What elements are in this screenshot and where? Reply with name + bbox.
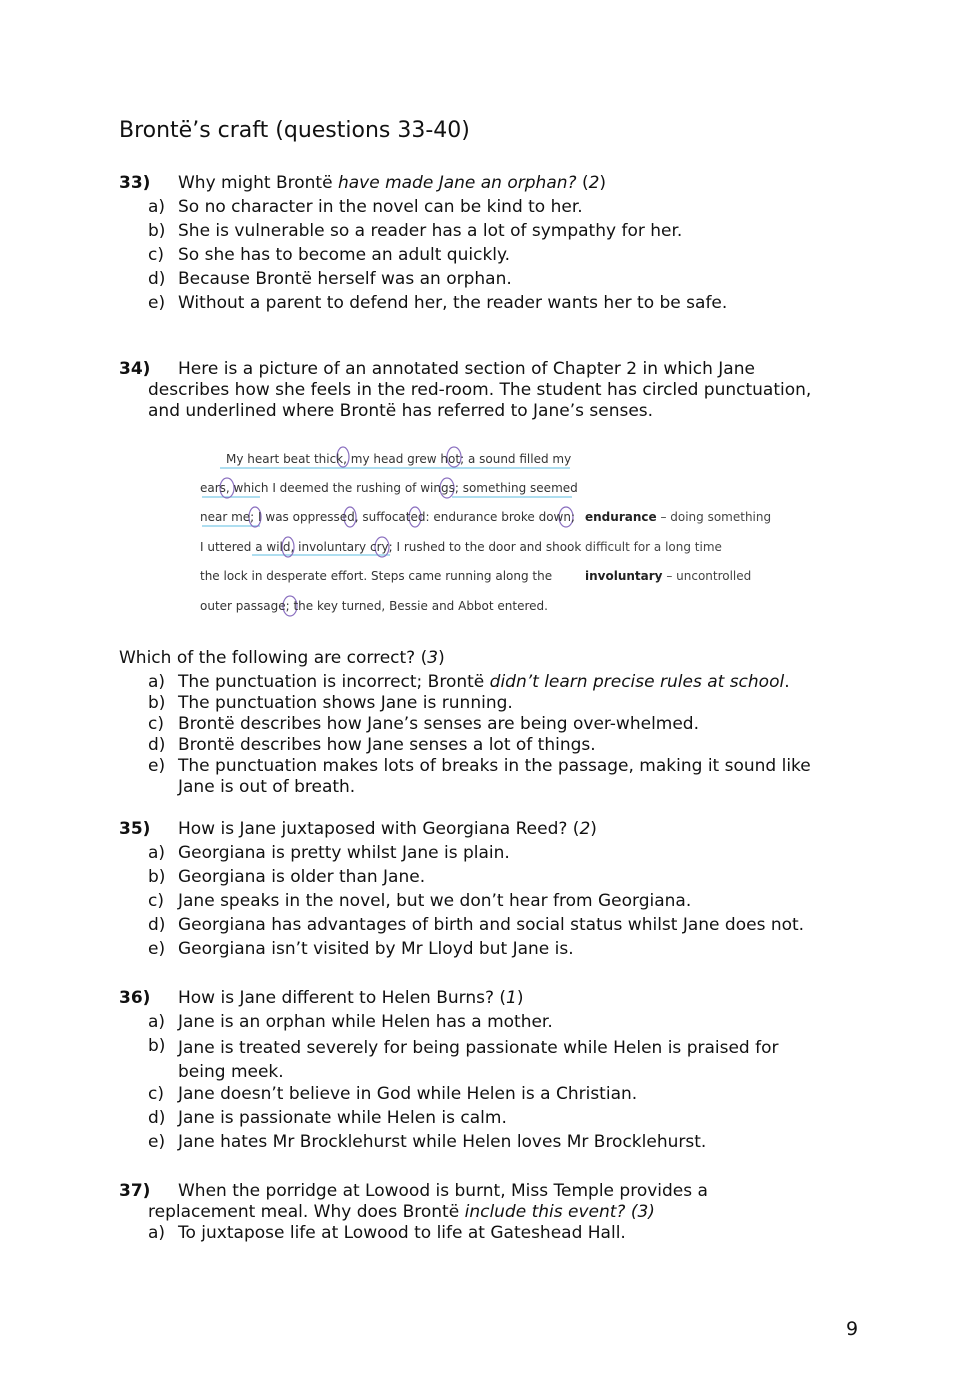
option-36c	[148, 1084, 858, 1105]
option-letter: e)	[148, 293, 166, 313]
option-text: Georgiana is pretty whilst Jane is plain.	[178, 843, 510, 863]
annotation-marks	[200, 440, 780, 620]
question-37-line2	[148, 1202, 868, 1223]
option-33a	[148, 197, 858, 218]
glossary-def: difficult for a long time	[585, 540, 722, 554]
extract-line: the lock in desperate effort. Steps came running along the	[200, 569, 553, 583]
option-34c	[148, 714, 858, 735]
option-text: Without a parent to defend her, the reader wants her to be safe.	[178, 293, 728, 313]
extract-line: near me; I was oppressed, suffocated: endurance broke down;	[200, 510, 576, 524]
option-37a	[148, 1223, 858, 1244]
option-34a	[148, 672, 858, 693]
prompt-close: )	[438, 648, 445, 668]
option-letter: a)	[148, 1012, 166, 1032]
option-text: Georgiana has advantages of birth and social status whilst Jane does not.	[178, 915, 805, 935]
option-text: To juxtapose life at Lowood to life at Gateshead Hall.	[178, 1223, 626, 1243]
option-36d	[148, 1108, 858, 1129]
option-letter: a)	[148, 1223, 166, 1243]
question-number: 35)	[119, 819, 151, 839]
question-text: Why might Brontë	[178, 173, 338, 193]
option-text: Georgiana isn’t visited by Mr Lloyd but Jane is.	[178, 939, 574, 959]
option-letter: b)	[148, 867, 166, 887]
option-letter: c)	[148, 1084, 164, 1104]
glossary-term: involuntary	[585, 569, 663, 583]
marks-close: )	[599, 173, 607, 193]
extract-line: ears, which I deemed the rushing of wings; something seemed	[200, 481, 578, 495]
option-text: Jane is an orphan while Helen has a mother.	[178, 1012, 553, 1032]
question-text: Here is a picture of an annotated section of Chapter 2 in which Jane	[178, 359, 755, 379]
option-text: Jane doesn’t believe in God while Helen is a Christian.	[178, 1084, 638, 1104]
section-title: Brontë’s craft (questions 33-40)	[119, 118, 470, 143]
question-34-prompt	[119, 648, 445, 669]
option-letter: a)	[148, 843, 166, 863]
marks-value: 1	[506, 988, 517, 1008]
option-35c	[148, 891, 858, 912]
option-letter: a)	[148, 197, 166, 217]
option-text: Jane is passionate while Helen is calm.	[178, 1108, 507, 1128]
option-text: Brontë describes how Jane’s senses are being over-whelmed.	[178, 714, 700, 734]
option-letter: b)	[148, 221, 166, 241]
marks-value: 2	[579, 819, 591, 839]
option-34d	[148, 735, 858, 756]
option-letter: a)	[148, 672, 166, 692]
glossary-endurance-cont	[585, 540, 722, 554]
option-text	[178, 1036, 858, 1084]
option-letter: e)	[148, 756, 166, 776]
option-letter: b)	[148, 693, 166, 713]
question-36	[119, 988, 524, 1009]
question-text: replacement meal. Why does Brontë	[148, 1202, 465, 1222]
option-text: Georgiana is older than Jane.	[178, 867, 426, 887]
question-text-italic: include this event? (3)	[464, 1202, 655, 1222]
option-text: So no character in the novel can be kind to her.	[178, 197, 583, 217]
option-text: Because Brontë herself was an orphan.	[178, 269, 512, 289]
question-text: When the porridge at Lowood is burnt, Miss Temple provides a	[178, 1181, 708, 1201]
option-text: The punctuation shows Jane is running.	[178, 693, 513, 713]
option-text-post: .	[784, 672, 790, 692]
option-text-italic: didn’t learn precise rules at school	[489, 672, 785, 692]
question-number: 33)	[119, 173, 151, 193]
option-letter: c)	[148, 245, 164, 265]
option-text	[178, 756, 858, 798]
option-text-line1: Jane is treated severely for being passionate while Helen is praised for	[178, 1038, 779, 1058]
option-letter: d)	[148, 269, 166, 289]
option-36b	[148, 1036, 858, 1084]
option-35b	[148, 867, 858, 888]
annotated-extract	[200, 440, 780, 620]
option-letter: e)	[148, 939, 166, 959]
extract-line: My heart beat thick, my head grew hot; a sound filled my	[226, 452, 572, 466]
option-35a	[148, 843, 858, 864]
question-number: 37)	[119, 1181, 151, 1201]
option-text-line1: The punctuation makes lots of breaks in the passage, making it sound like	[178, 756, 811, 776]
question-34-line2: describes how she feels in the red-room. The student has circled punctuation,	[148, 380, 812, 400]
prompt-text: Which of the following are correct? (	[119, 648, 428, 668]
question-text: How is Jane juxtaposed with Georgiana Reed? (	[178, 819, 580, 839]
option-text: Jane speaks in the novel, but we don’t hear from Georgiana.	[178, 891, 692, 911]
glossary-endurance	[585, 510, 771, 524]
option-letter: c)	[148, 714, 164, 734]
marks-close: )	[590, 819, 597, 839]
marks-open: (	[576, 173, 589, 193]
glossary-def: – uncontrolled	[662, 569, 752, 583]
page-number: 9	[846, 1318, 859, 1340]
option-text: So she has to become an adult quickly.	[178, 245, 511, 265]
marks-value: 2	[588, 173, 600, 193]
glossary-involuntary	[585, 569, 751, 583]
option-text-line2: being meek.	[178, 1062, 284, 1082]
glossary-term: endurance	[585, 510, 657, 524]
marks-value: 3	[427, 648, 439, 668]
extract-line: I uttered a wild, involuntary cry; I rushed to the door and shook	[200, 540, 582, 554]
option-text: She is vulnerable so a reader has a lot of sympathy for her.	[178, 221, 683, 241]
question-33	[119, 173, 606, 194]
glossary-def: – doing something	[656, 510, 772, 524]
option-text: Brontë describes how Jane senses a lot of things.	[178, 735, 596, 755]
question-34	[119, 359, 755, 380]
question-34-line3: and underlined where Brontë has referred to Jane’s senses.	[148, 401, 654, 421]
question-37	[119, 1181, 708, 1202]
option-text	[178, 672, 858, 693]
option-letter: c)	[148, 891, 164, 911]
option-33c	[148, 245, 858, 266]
option-letter: d)	[148, 915, 166, 935]
question-number: 36)	[119, 988, 151, 1008]
option-35d	[148, 915, 858, 936]
option-33d	[148, 269, 858, 290]
option-letter: b)	[148, 1036, 166, 1056]
marks-close: )	[516, 988, 524, 1008]
option-36a	[148, 1012, 858, 1033]
option-text-pre: The punctuation is incorrect; Brontë	[178, 672, 490, 692]
extract-line: outer passage; the key turned, Bessie and Abbot entered.	[200, 599, 548, 613]
option-letter: e)	[148, 1132, 166, 1152]
option-33b	[148, 221, 858, 242]
option-34b	[148, 693, 858, 714]
question-number: 34)	[119, 359, 151, 379]
option-letter: d)	[148, 735, 166, 755]
option-36e	[148, 1132, 858, 1153]
option-34e	[148, 756, 858, 798]
option-text-line2: Jane is out of breath.	[178, 777, 356, 797]
option-text: Jane hates Mr Brocklehurst while Helen loves Mr Brocklehurst.	[178, 1132, 707, 1152]
option-letter: d)	[148, 1108, 166, 1128]
question-text-italic: have made Jane an orphan?	[337, 173, 577, 193]
question-text: How is Jane different to Helen Burns? (	[178, 988, 507, 1008]
option-33e	[148, 293, 858, 314]
option-35e	[148, 939, 858, 960]
question-35	[119, 819, 597, 840]
